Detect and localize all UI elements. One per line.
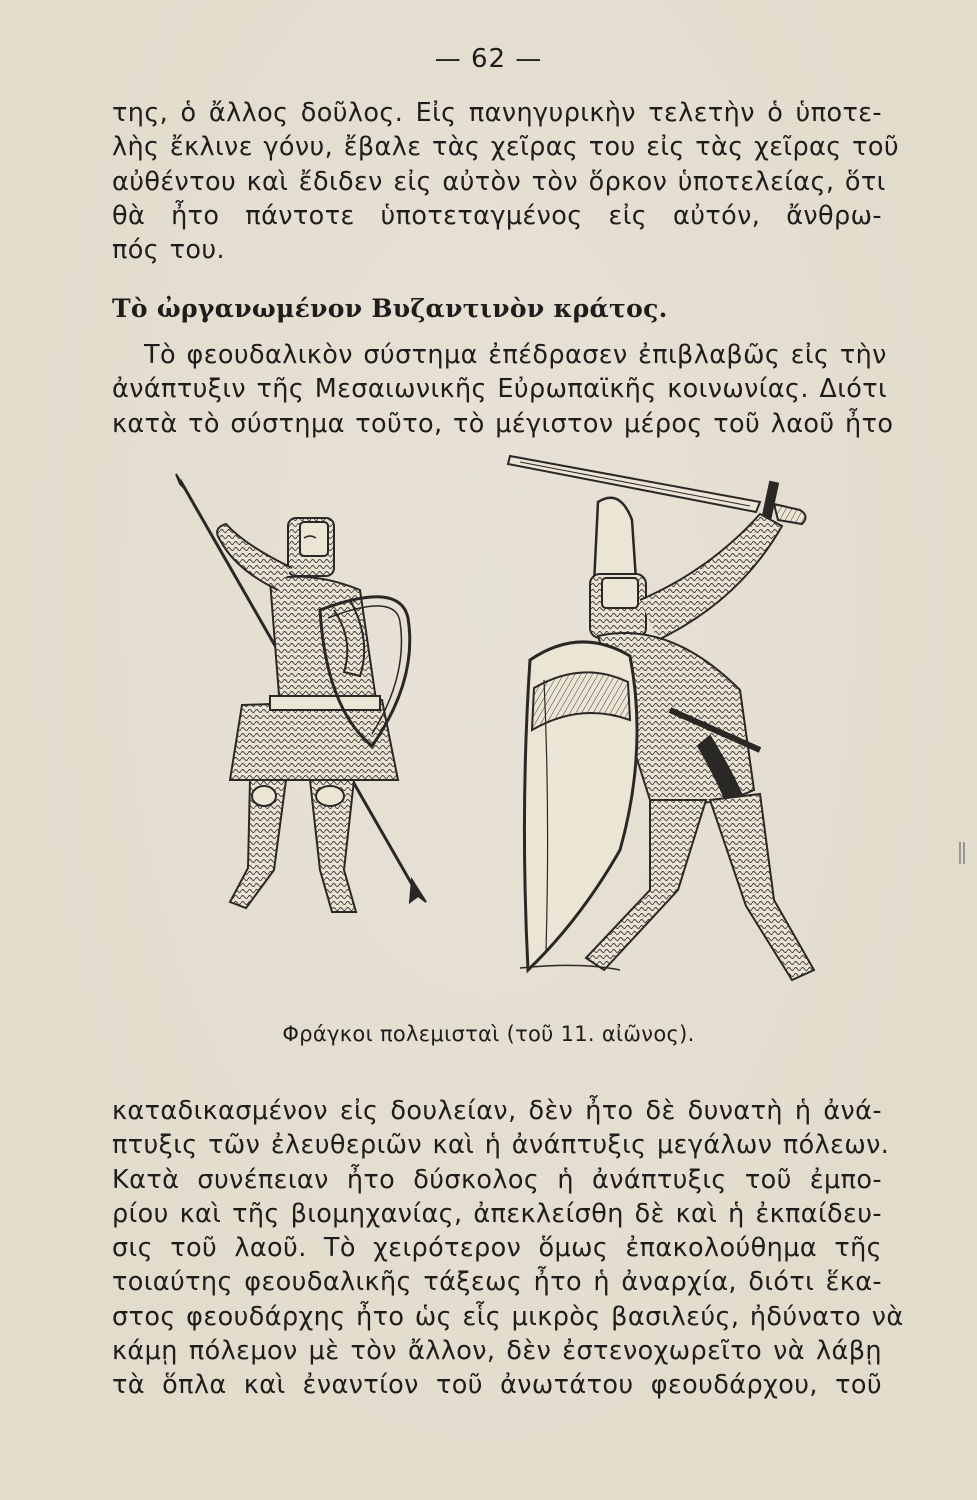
text-line: κάμῃ πόλεμον μὲ τὸν ἄλλον, δὲν ἐστενοχωρεῖτο νὰ λάβῃ bbox=[112, 1336, 882, 1367]
text-line: τὰ ὅπλα καὶ ἐναντίον τοῦ ἀνωτάτου φεουδάρχου, τοῦ bbox=[112, 1370, 882, 1401]
left-warrior bbox=[176, 474, 426, 912]
text-line: θὰ ἦτο πάντοτε ὑποτεταγμένος εἰς αὐτόν, ἄνθρω- bbox=[112, 200, 882, 231]
section-heading: Τὸ ὠργανωμένον Βυζαντινὸν κράτος. bbox=[112, 294, 668, 323]
text-line: Τὸ φεουδαλικὸν σύστημα ἐπέδρασεν ἐπιβλαβῶς εἰς τὴν bbox=[144, 340, 887, 370]
warriors-drawing bbox=[150, 450, 850, 1010]
text-line: πτυξις τῶν ἐλευθεριῶν καὶ ἡ ἀνάπτυξις μεγάλων πόλεων. bbox=[112, 1130, 890, 1161]
text-line: στος φεουδάρχης ἦτο ὡς εἷς μικρὸς βασιλεύς, ἠδύνατο νὰ bbox=[112, 1301, 904, 1332]
text-line: πός του. bbox=[112, 235, 226, 266]
paragraph-3 bbox=[112, 1094, 904, 1403]
text-line: ἀνάπτυξιν τῆς Μεσαιωνικῆς Εὐρωπαϊκῆς κοινωνίας. Διότι bbox=[112, 374, 888, 405]
text-line: κατὰ τὸ σύστημα τοῦτο, τὸ μέγιστον μέρος τοῦ λαοῦ ἦτο bbox=[112, 408, 894, 439]
page-edge-mark bbox=[959, 842, 965, 864]
text-line: τοιαύτης φεουδαλικῆς τάξεως ἦτο ἡ ἀναρχία, διότι ἕκα- bbox=[112, 1267, 882, 1298]
page-number: — 62 — bbox=[434, 44, 543, 74]
text-line: σις τοῦ λαοῦ. Τὸ χειρότερον ὅμως ἐπακολούθημα τῆς bbox=[112, 1233, 882, 1264]
paragraph-1 bbox=[112, 96, 900, 267]
text-line: της, ὁ ἄλλος δοῦλος. Εἰς πανηγυρικὴν τελετὴν ὁ ὑποτε- bbox=[112, 98, 882, 128]
right-warrior bbox=[508, 456, 814, 980]
text-line: λὴς ἔκλινε γόνυ, ἔβαλε τὰς χεῖρας του εἰς τὰς χεῖρας τοῦ bbox=[112, 132, 900, 163]
paragraph-2 bbox=[112, 338, 894, 441]
frankish-warriors-illustration bbox=[150, 450, 850, 1010]
text-line: αὐθέντου καὶ ἔδιδεν εἰς αὐτὸν τὸν ὅρκον ὑποτελείας, ὅτι bbox=[112, 166, 886, 197]
text-line: Κατὰ συνέπειαν ἦτο δύσκολος ἡ ἀνάπτυξις τοῦ ἐμπο- bbox=[112, 1164, 882, 1195]
text-line: καταδικασμένον εἰς δουλείαν, δὲν ἦτο δὲ δυνατὴ ἡ ἀνά- bbox=[112, 1096, 882, 1126]
figure-caption: Φράγκοι πολεμισταὶ (τοῦ 11. αἰῶνος). bbox=[282, 1022, 695, 1046]
text-line: ρίου καὶ τῆς βιομηχανίας, ἀπεκλείσθη δὲ καὶ ἡ ἐκπαίδευ- bbox=[112, 1198, 882, 1229]
